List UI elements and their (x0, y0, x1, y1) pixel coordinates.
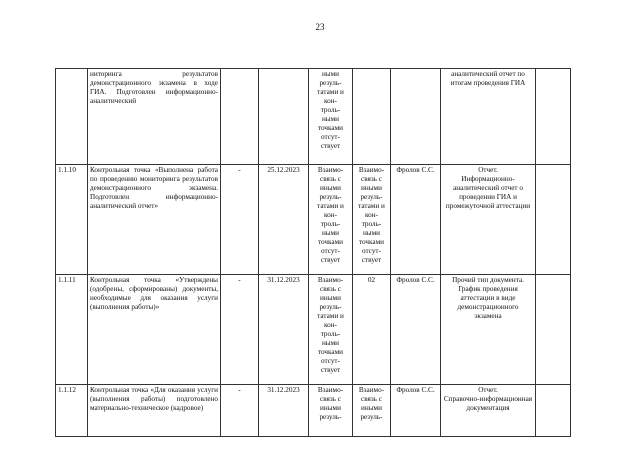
row-date: 31.12.2023 (259, 275, 309, 385)
table-row (56, 385, 571, 437)
row-name: Контрольная точка «Для оказания услуги (выполнения работы) подготовлено материально-техническое (кадровое) (88, 385, 221, 437)
table-row (56, 69, 571, 165)
row-successor: Взаимо- связь с иными резуль- (353, 385, 391, 437)
table-row (56, 275, 571, 385)
row-predecessor: Взаимо- связь с иными резуль- татами и кон- троль- ными точками отсут- ствует (309, 275, 353, 385)
row-number: 1.1.10 (56, 165, 88, 275)
row-document: Отчет. Справочно-информационная документация (441, 385, 536, 437)
row-responsible: Фролов С.С. (391, 275, 441, 385)
row-name: ниторинга результатов демонстрационного экзамена в ходе ГИА. Подготовлен информационно-аналитический (88, 69, 221, 165)
row-responsible (391, 69, 441, 165)
row-type: - (221, 385, 259, 437)
row-extra (536, 69, 571, 165)
row-predecessor: Взаимо- связь с иными резуль- (309, 385, 353, 437)
row-number: 1.1.12 (56, 385, 88, 437)
row-responsible: Фролов С.С. (391, 165, 441, 275)
row-name: Контрольная точка «Выполнена работа по проведению мониторинга результатов демонстрационного экзамена. Подготовлен информационно-аналитический отчет» (88, 165, 221, 275)
row-successor: Взаимо- связь с иными резуль- татами и кон- троль- ными точками отсут- ствует (353, 165, 391, 275)
row-date (259, 69, 309, 165)
row-extra (536, 165, 571, 275)
plan-table (55, 68, 571, 437)
row-number: 1.1.11 (56, 275, 88, 385)
row-extra (536, 275, 571, 385)
table-row (56, 165, 571, 275)
row-number (56, 69, 88, 165)
row-successor (353, 69, 391, 165)
row-date: 25.12.2023 (259, 165, 309, 275)
row-document: Отчет. Информационно-аналитический отчет о проведении ГИА и промежуточной аттестации (441, 165, 536, 275)
row-document: аналитический отчет по итогам проведения ГИА (441, 69, 536, 165)
page-number: 23 (315, 22, 325, 32)
row-predecessor: ными резуль- татами и кон- троль- ными точками отсут- ствует (309, 69, 353, 165)
row-name: Контрольная точка «Утверждены (одобрены, сформированы) документы, необходимые для оказания услуги (выполнения работы)» (88, 275, 221, 385)
row-document: Прочий тип документа. График проведения аттестации в виде демонстрационного экзамена (441, 275, 536, 385)
row-responsible: Фролов С.С. (391, 385, 441, 437)
row-predecessor: Взаимо- связь с иными резуль- татами и кон- троль- ными точками отсут- ствует (309, 165, 353, 275)
row-type: - (221, 165, 259, 275)
row-extra (536, 385, 571, 437)
row-date: 31.12.2023 (259, 385, 309, 437)
row-successor: 02 (353, 275, 391, 385)
row-type (221, 69, 259, 165)
row-type: - (221, 275, 259, 385)
